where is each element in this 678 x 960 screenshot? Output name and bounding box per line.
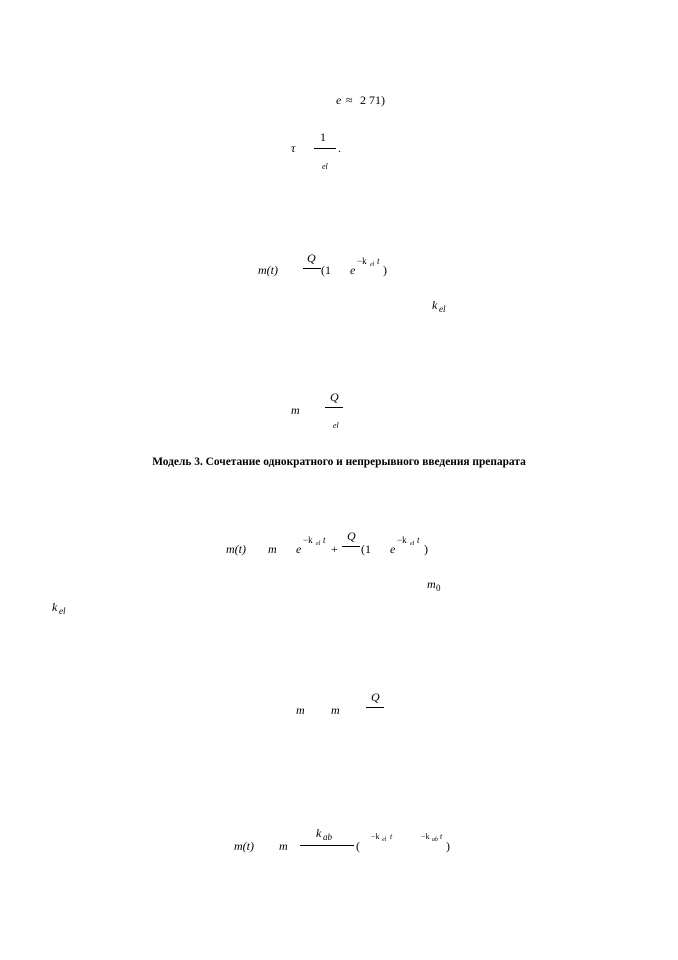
symbol-m-2: m	[331, 703, 340, 717]
subscript-el: el	[59, 606, 66, 616]
section-heading: Модель 3. Сочетание однократного и непрерывного введения препарата	[152, 456, 526, 468]
symbol-m: m	[427, 577, 436, 591]
symbol-m-1: m	[296, 703, 305, 717]
paren-close: )	[424, 542, 428, 556]
exp-subscript: el	[370, 262, 375, 268]
symbol-m: m	[279, 839, 288, 853]
term2-power: −k	[421, 832, 430, 841]
symbol-k: k	[432, 298, 438, 312]
lhs-mt: m(t)	[258, 263, 278, 277]
lhs-mt: m(t)	[226, 542, 246, 556]
fraction-bar	[303, 268, 321, 269]
subscript-el: el	[439, 304, 446, 314]
term2-t: t	[440, 832, 443, 841]
exp1-power: −k	[303, 535, 313, 545]
symbol-m: m	[268, 542, 277, 556]
term1-power: −k	[371, 832, 380, 841]
exp1-t: t	[323, 535, 326, 545]
fraction-bar	[325, 407, 343, 408]
plus-sign: +	[331, 542, 338, 556]
symbol-k: k	[52, 600, 58, 614]
approx-value: 2 71)	[360, 93, 385, 107]
fraction-numerator: Q	[307, 251, 316, 265]
fraction-bar	[314, 148, 336, 149]
fraction-numerator-sub: ab	[323, 832, 332, 842]
trailing-dot: .	[338, 141, 341, 155]
exp2-t: t	[417, 535, 420, 545]
exp-base: e	[350, 263, 356, 277]
exp1-subscript: el	[316, 541, 321, 547]
paren-close: )	[446, 839, 450, 853]
paren-open-1: (1	[321, 263, 331, 277]
exp2-base: e	[390, 542, 396, 556]
exp2-subscript: el	[410, 541, 415, 547]
exp-power: −k	[357, 256, 367, 266]
term2-subscript: ab	[432, 837, 438, 843]
fraction-denominator: el	[333, 421, 339, 430]
paren-close: )	[383, 263, 387, 277]
fraction-numerator: Q	[347, 529, 356, 543]
fraction-bar	[300, 845, 354, 846]
fraction-bar	[366, 707, 384, 708]
approx-sign: ≈	[346, 93, 353, 107]
symbol-m: m	[291, 403, 300, 417]
paren-open-1: (1	[361, 542, 371, 556]
fraction-numerator: 1	[320, 130, 326, 144]
fraction-bar	[342, 546, 360, 547]
exp-t: t	[377, 256, 380, 266]
symbol-e: e	[336, 93, 342, 107]
exp1-base: e	[296, 542, 302, 556]
fraction-numerator: Q	[330, 390, 339, 404]
lhs-mt: m(t)	[234, 839, 254, 853]
exp2-power: −k	[397, 535, 407, 545]
subscript-0: 0	[436, 583, 441, 593]
fraction-denominator: el	[322, 162, 328, 171]
term1-t: t	[390, 832, 393, 841]
term1-subscript: el	[382, 837, 387, 843]
fraction-numerator: Q	[371, 690, 380, 704]
fraction-numerator-k: k	[316, 826, 322, 840]
symbol-tau: τ	[291, 141, 296, 155]
paren-open: (	[356, 839, 360, 853]
